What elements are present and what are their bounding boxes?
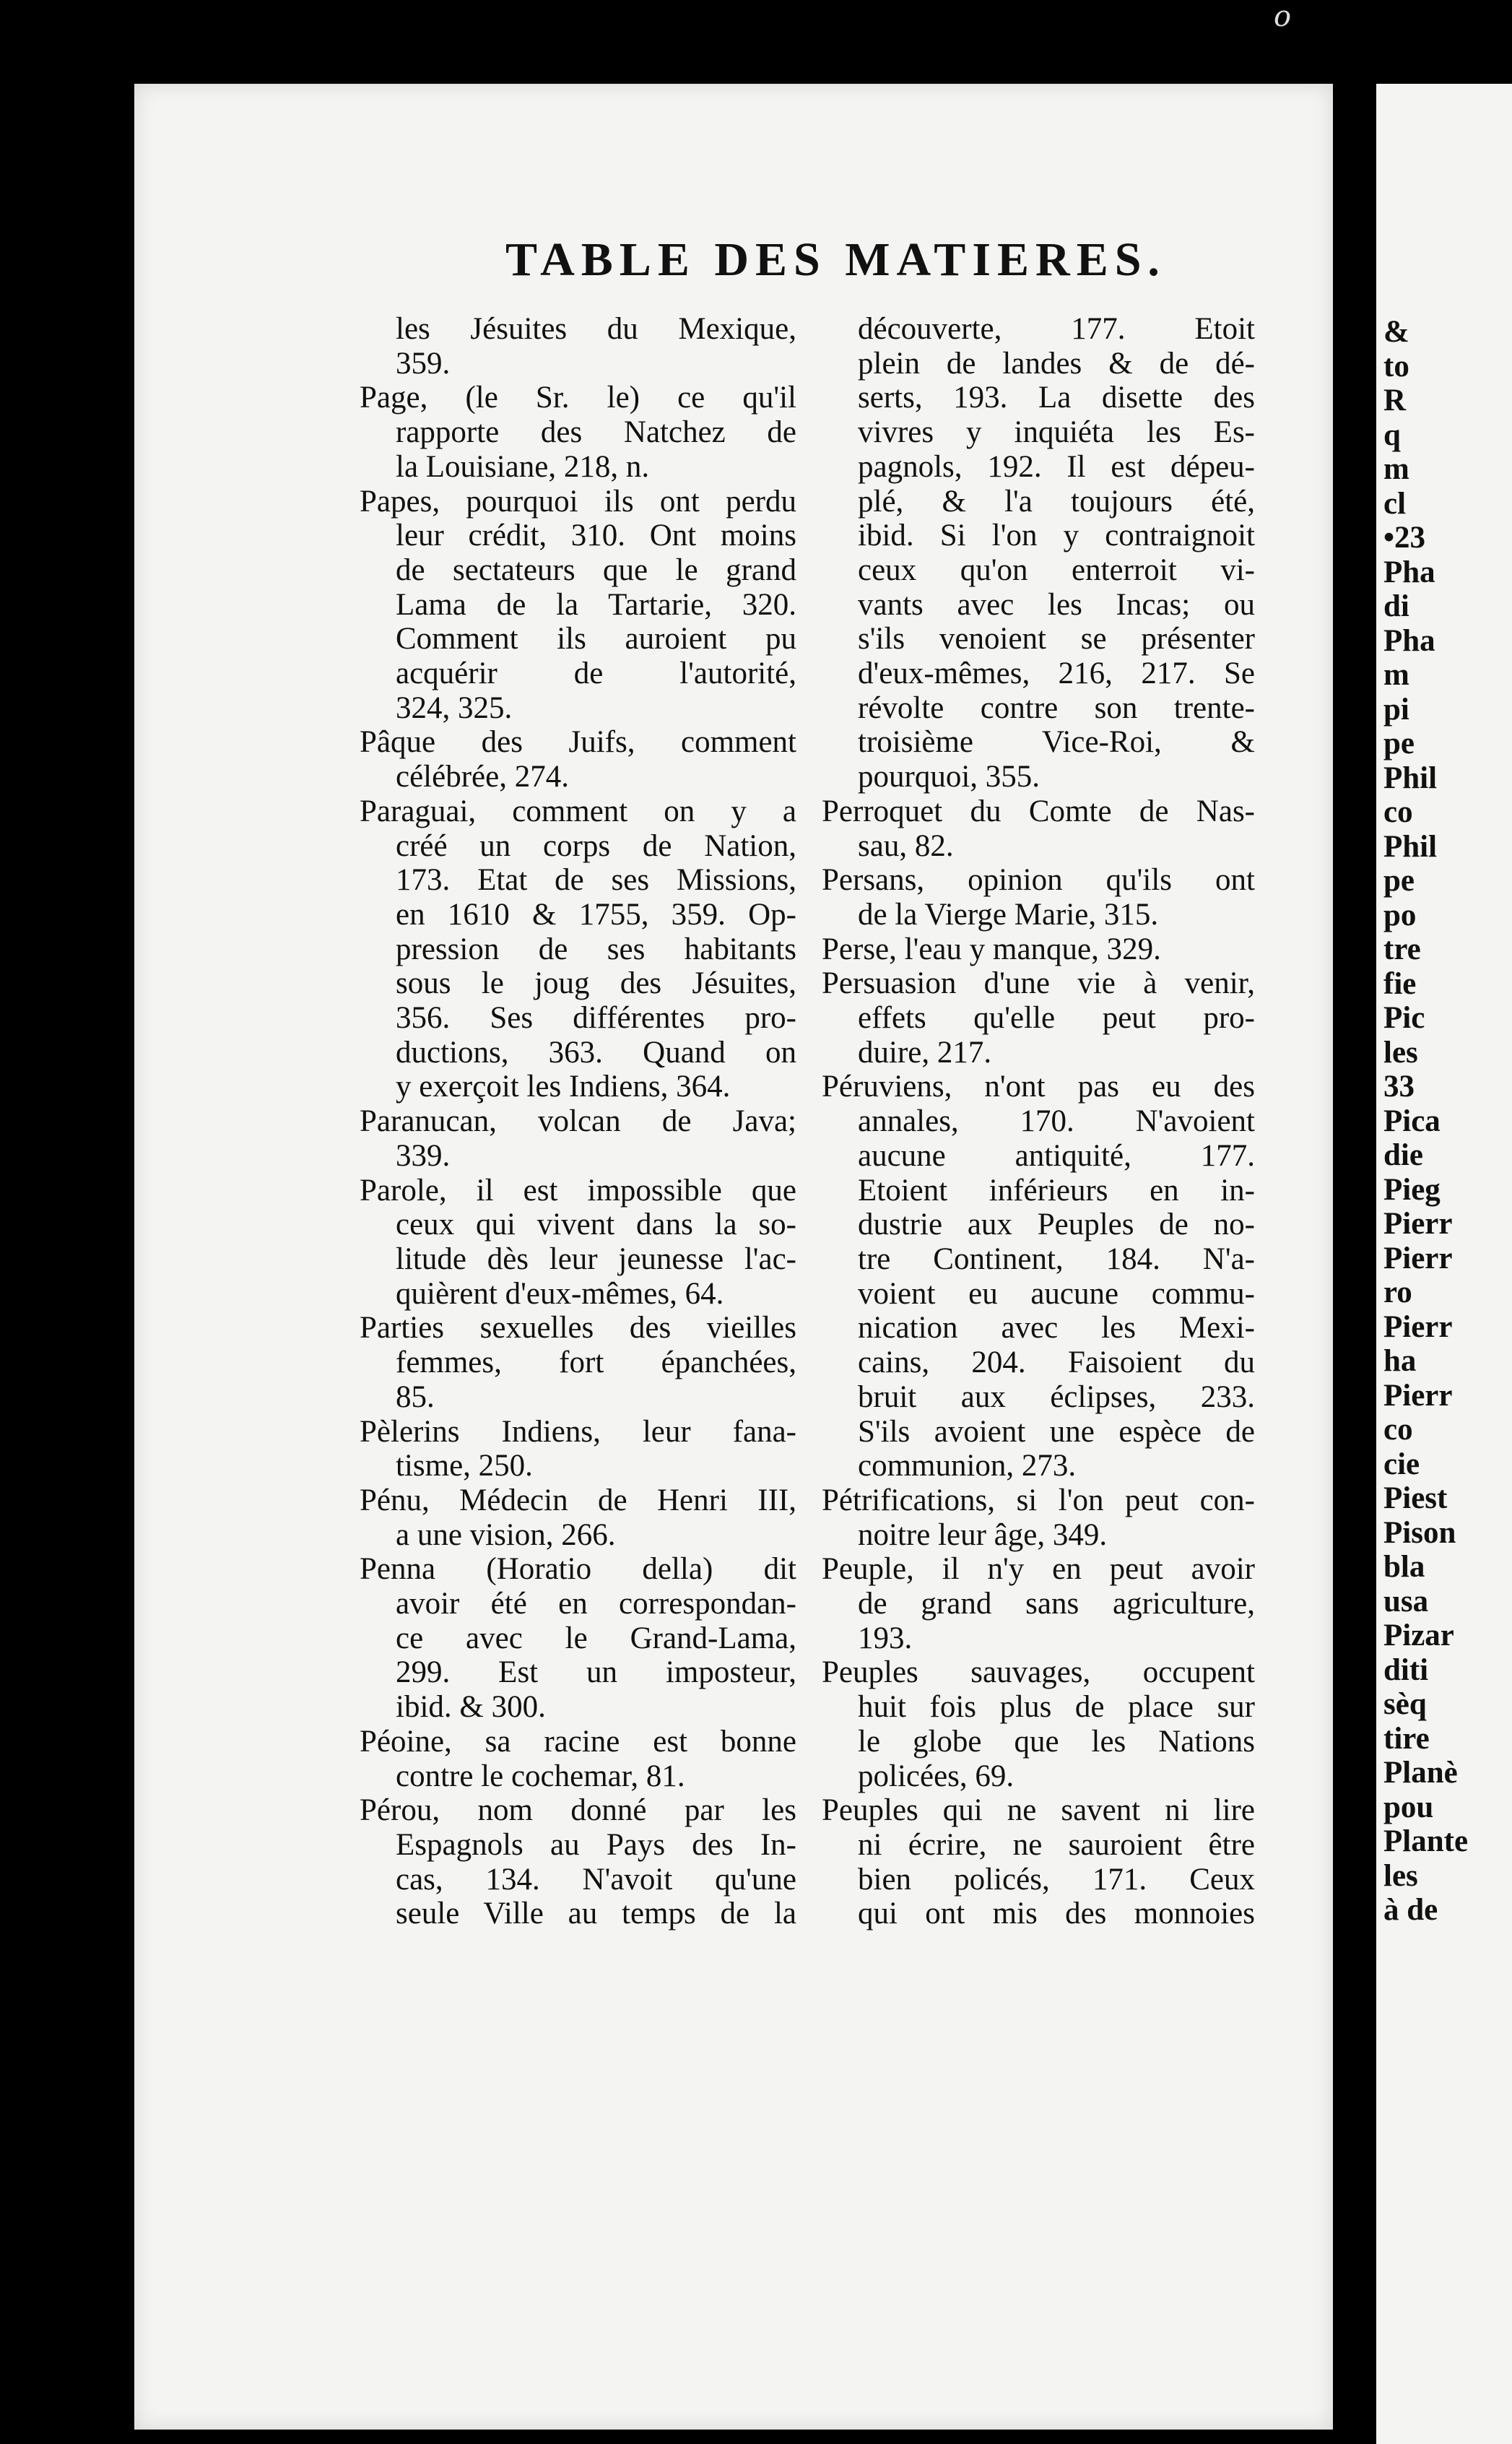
index-line: Papes, pourquoi ils ont perdu bbox=[360, 484, 796, 519]
index-line: Parties sexuelles des vieilles bbox=[360, 1311, 796, 1346]
index-line: en 1610 & 1755, 359. Op- bbox=[396, 897, 796, 932]
adjacent-fragment: usa bbox=[1383, 1584, 1429, 1618]
index-line: ductions, 363. Quand on bbox=[396, 1035, 796, 1070]
adjacent-fragment: Pha bbox=[1383, 555, 1435, 589]
adjacent-fragment: cie bbox=[1383, 1447, 1420, 1481]
index-line: Comment ils auroient pu bbox=[396, 622, 796, 656]
index-line: nication avec les Mexi- bbox=[858, 1311, 1255, 1346]
index-line: serts, 193. La disette des bbox=[858, 381, 1255, 415]
index-line: qui ont mis des monnoies bbox=[858, 1897, 1255, 1931]
index-line: ceux qu'on enterroit vi- bbox=[858, 552, 1255, 587]
adjacent-page bbox=[1376, 84, 1512, 2444]
adjacent-fragment: Plante bbox=[1383, 1824, 1469, 1858]
index-line: créé un corps de Nation, bbox=[396, 828, 796, 863]
index-line: sau, 82. bbox=[858, 828, 954, 863]
adjacent-fragment: to bbox=[1383, 349, 1409, 384]
index-line: Etoient inférieurs en in- bbox=[858, 1173, 1255, 1208]
index-line: leur crédit, 310. Ont moins bbox=[396, 519, 796, 553]
adjacent-fragment: sèq bbox=[1383, 1687, 1427, 1721]
index-line: ni écrire, ne sauroient être bbox=[858, 1827, 1255, 1862]
index-line: célébrée, 274. bbox=[396, 760, 569, 794]
index-line: découverte, 177. Etoit bbox=[858, 312, 1255, 346]
index-line: s'ils venoient se présenter bbox=[858, 622, 1255, 656]
adjacent-fragment: Pison bbox=[1383, 1515, 1456, 1550]
index-line: ibid. Si l'on y contraignoit bbox=[858, 519, 1255, 553]
index-line: pagnols, 192. Il est dépeu- bbox=[858, 449, 1255, 484]
index-line: pression de ses habitants bbox=[396, 932, 796, 966]
adjacent-fragment: co bbox=[1383, 795, 1413, 829]
adjacent-fragment: pe bbox=[1383, 727, 1415, 760]
index-line: Pénu, Médecin de Henri III, bbox=[360, 1483, 796, 1517]
index-line: plé, & l'a toujours été, bbox=[858, 484, 1255, 519]
index-line: Pétrifications, si l'on peut con- bbox=[822, 1483, 1255, 1517]
adjacent-fragment: les bbox=[1383, 1035, 1418, 1070]
index-line: 193. bbox=[858, 1621, 913, 1655]
index-line: pourquoi, 355. bbox=[858, 760, 1040, 794]
index-line: plein de landes & de dé- bbox=[858, 346, 1255, 381]
index-line: S'ils avoient une espèce de bbox=[858, 1414, 1255, 1449]
index-line: le globe que les Nations bbox=[858, 1724, 1255, 1759]
index-column-left bbox=[360, 312, 796, 1931]
adjacent-fragment: Pic bbox=[1383, 1001, 1425, 1035]
index-line: Paraguai, comment on y a bbox=[360, 794, 796, 828]
index-line: femmes, fort épanchées, bbox=[396, 1346, 796, 1380]
index-line: de grand sans agriculture, bbox=[858, 1587, 1255, 1621]
index-line: Pâque des Juifs, comment bbox=[360, 725, 796, 760]
adjacent-fragment: Pieg bbox=[1383, 1172, 1441, 1207]
index-line: Peuples sauvages, occupent bbox=[822, 1655, 1255, 1690]
index-line: bien policés, 171. Ceux bbox=[858, 1862, 1255, 1897]
adjacent-fragment: q bbox=[1383, 417, 1401, 452]
index-line: quièrent d'eux-mêmes, 64. bbox=[396, 1276, 724, 1311]
index-line: rapporte des Natchez de bbox=[396, 415, 796, 450]
index-line: Perse, l'eau y manque, 329. bbox=[822, 932, 1161, 966]
adjacent-fragment: m bbox=[1383, 658, 1409, 692]
adjacent-fragment: Pierr bbox=[1383, 1207, 1453, 1241]
index-line: Pérou, nom donné par les bbox=[360, 1793, 796, 1828]
index-line: avoir été en correspondan- bbox=[396, 1587, 796, 1621]
index-line: Péruviens, n'ont pas eu des bbox=[822, 1070, 1255, 1104]
adjacent-fragment: bla bbox=[1383, 1550, 1425, 1584]
adjacent-fragment: Pierr bbox=[1383, 1241, 1453, 1275]
index-line: ibid. & 300. bbox=[396, 1690, 546, 1725]
adjacent-fragment: fie bbox=[1383, 966, 1417, 1001]
adjacent-fragment: •23 bbox=[1383, 521, 1426, 555]
index-line: y exerçoit les Indiens, 364. bbox=[396, 1070, 731, 1104]
adjacent-page-text bbox=[1383, 315, 1468, 1928]
index-line: cains, 204. Faisoient du bbox=[858, 1346, 1255, 1380]
index-line: Penna (Horatio della) dit bbox=[360, 1552, 796, 1587]
index-line: noitre leur âge, 349. bbox=[858, 1517, 1108, 1552]
index-line: ce avec le Grand-Lama, bbox=[396, 1621, 796, 1655]
index-line: Péoine, sa racine est bonne bbox=[360, 1724, 796, 1759]
page-title: TABLE DES MATIERES. bbox=[505, 233, 1166, 286]
index-line: vants avec les Incas; ou bbox=[858, 587, 1255, 622]
adjacent-fragment: Planè bbox=[1383, 1756, 1458, 1790]
index-line: Pèlerins Indiens, leur fana- bbox=[360, 1414, 796, 1449]
adjacent-fragment: Pizar bbox=[1383, 1618, 1454, 1652]
adjacent-fragment: po bbox=[1383, 898, 1417, 932]
adjacent-fragment: Piest bbox=[1383, 1481, 1448, 1515]
index-line: 324, 325. bbox=[396, 690, 513, 725]
index-column-right bbox=[822, 312, 1255, 1931]
adjacent-fragment: pe bbox=[1383, 864, 1415, 898]
adjacent-fragment: pou bbox=[1383, 1790, 1434, 1824]
index-line: de sectateurs que le grand bbox=[396, 552, 796, 587]
index-line: effets qu'elle peut pro- bbox=[858, 1001, 1255, 1036]
adjacent-fragment: m bbox=[1383, 452, 1409, 486]
index-line: Parole, il est impossible que bbox=[360, 1173, 796, 1208]
adjacent-fragment: ha bbox=[1383, 1344, 1417, 1378]
index-line: communion, 273. bbox=[858, 1449, 1077, 1483]
index-line: Lama de la Tartarie, 320. bbox=[396, 587, 796, 622]
index-line: cas, 134. N'avoit qu'une bbox=[396, 1862, 796, 1897]
index-line: huit fois plus de place sur bbox=[858, 1690, 1255, 1725]
adjacent-fragment: diti bbox=[1383, 1652, 1429, 1687]
adjacent-fragment: cl bbox=[1383, 486, 1407, 521]
index-line: la Louisiane, 218, n. bbox=[396, 449, 650, 484]
index-line: 356. Ses différentes pro- bbox=[396, 1001, 796, 1036]
adjacent-fragment: di bbox=[1383, 589, 1409, 623]
index-line: Page, (le Sr. le) ce qu'il bbox=[360, 381, 796, 415]
index-line: policées, 69. bbox=[858, 1759, 1014, 1793]
adjacent-fragment: tire bbox=[1383, 1721, 1430, 1756]
adjacent-fragment: ro bbox=[1383, 1275, 1412, 1309]
adjacent-fragment: les bbox=[1383, 1858, 1418, 1893]
adjacent-fragment: Phil bbox=[1383, 760, 1438, 795]
index-line: sous le joug des Jésuites, bbox=[396, 966, 796, 1001]
index-line: ceux qui vivent dans la so- bbox=[396, 1208, 796, 1242]
index-line: Perroquet du Comte de Nas- bbox=[822, 794, 1255, 828]
index-line: Peuple, il n'y en peut avoir bbox=[822, 1552, 1255, 1587]
adjacent-fragment: die bbox=[1383, 1138, 1423, 1172]
index-line: 85. bbox=[396, 1379, 435, 1414]
adjacent-fragment: à de bbox=[1383, 1893, 1438, 1927]
index-line: acquérir de l'autorité, bbox=[396, 656, 796, 691]
index-line: 173. Etat de ses Missions, bbox=[396, 863, 796, 898]
index-line: révolte contre son trente- bbox=[858, 690, 1255, 725]
adjacent-fragment: Pha bbox=[1383, 623, 1435, 658]
adjacent-fragment: pi bbox=[1383, 692, 1409, 727]
index-line: vivres y inquiéta les Es- bbox=[858, 415, 1255, 450]
index-line: aucune antiquité, 177. bbox=[858, 1138, 1255, 1173]
index-line: Espagnols au Pays des In- bbox=[396, 1827, 796, 1862]
index-line: litude dès leur jeunesse l'ac- bbox=[396, 1242, 796, 1276]
adjacent-fragment: Phil bbox=[1383, 829, 1438, 864]
index-line: les Jésuites du Mexique, bbox=[396, 312, 796, 346]
adjacent-fragment: co bbox=[1383, 1413, 1413, 1447]
adjacent-fragment: R bbox=[1383, 384, 1407, 417]
corner-mark: o bbox=[1274, 0, 1292, 33]
index-line: a une vision, 266. bbox=[396, 1517, 616, 1552]
index-line: contre le cochemar, 81. bbox=[396, 1759, 685, 1793]
adjacent-fragment: Pierr bbox=[1383, 1309, 1453, 1344]
adjacent-fragment: & bbox=[1383, 315, 1409, 349]
index-line: 359. bbox=[396, 346, 451, 381]
adjacent-fragment: tre bbox=[1383, 932, 1421, 966]
index-line: d'eux-mêmes, 216, 217. Se bbox=[858, 656, 1255, 691]
index-line: Persans, opinion qu'ils ont bbox=[822, 863, 1255, 898]
index-line: dustrie aux Peuples de no- bbox=[858, 1208, 1255, 1242]
index-line: bruit aux éclipses, 233. bbox=[858, 1379, 1255, 1414]
adjacent-fragment: Pica bbox=[1383, 1104, 1441, 1138]
index-line: tisme, 250. bbox=[396, 1449, 533, 1483]
index-line: Paranucan, volcan de Java; bbox=[360, 1104, 796, 1139]
index-line: seule Ville au temps de la bbox=[396, 1897, 796, 1931]
adjacent-fragment: Pierr bbox=[1383, 1378, 1453, 1413]
adjacent-fragment: 33 bbox=[1383, 1070, 1415, 1104]
index-line: Peuples qui ne savent ni lire bbox=[822, 1793, 1255, 1828]
index-line: tre Continent, 184. N'a- bbox=[858, 1242, 1255, 1276]
index-line: troisième Vice-Roi, & bbox=[858, 725, 1255, 760]
index-line: Persuasion d'une vie à venir, bbox=[822, 966, 1255, 1001]
index-line: annales, 170. N'avoient bbox=[858, 1104, 1255, 1139]
index-line: 299. Est un imposteur, bbox=[396, 1655, 796, 1690]
index-line: voient eu aucune commu- bbox=[858, 1276, 1255, 1311]
index-line: de la Vierge Marie, 315. bbox=[858, 897, 1159, 932]
index-line: 339. bbox=[396, 1138, 451, 1173]
index-line: duire, 217. bbox=[858, 1035, 992, 1070]
